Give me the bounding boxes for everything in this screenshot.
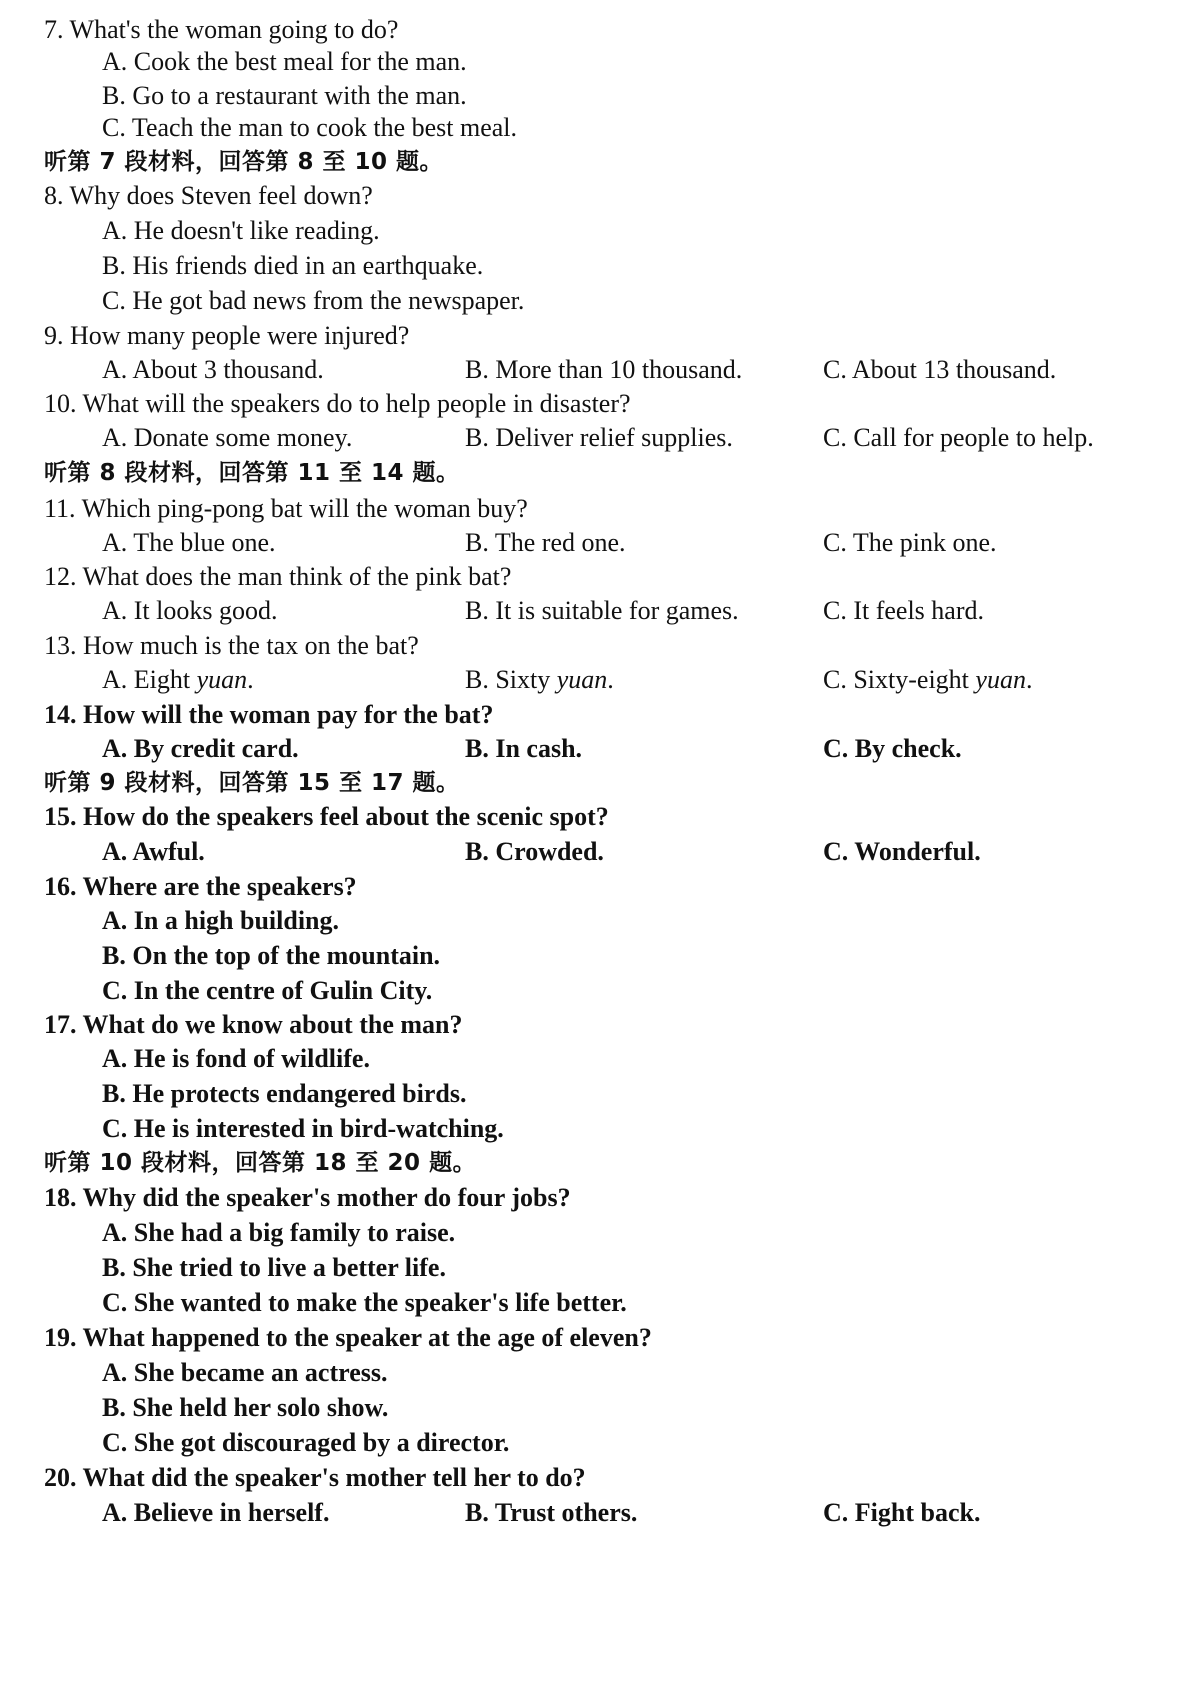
question-8-option-c: C. He got bad news from the newspaper. — [102, 286, 525, 315]
question-13-option-b — [465, 662, 614, 698]
question-8-option-a: A. He doesn't like reading. — [102, 216, 380, 245]
question-9-options — [0, 352, 1200, 388]
question-14-options — [0, 731, 1200, 767]
question-12-option-c: C. It feels hard. — [823, 596, 985, 625]
question-10-option-a: A. Donate some money. — [102, 423, 353, 452]
question-12-option-a: A. It looks good. — [102, 596, 278, 625]
section-heading-10: 听第 10 段材料，回答第 18 至 20 题。 — [44, 1150, 477, 1176]
question-10-options — [0, 420, 1200, 456]
question-13-option-c-amount: C. Sixty-eight — [823, 665, 969, 694]
question-20-options — [0, 1495, 1200, 1531]
question-20-option-a: A. Believe in herself. — [102, 1498, 330, 1527]
question-13-option-a-unit: yuan — [196, 665, 248, 694]
question-18: 18. Why did the speaker's mother do four jobs? — [44, 1183, 571, 1212]
question-17-option-a: A. He is fond of wildlife. — [102, 1044, 370, 1073]
question-7-option-c: C. Teach the man to cook the best meal. — [102, 113, 518, 142]
question-15-options — [0, 834, 1200, 870]
question-12-option-b: B. It is suitable for games. — [465, 596, 739, 625]
question-11: 11. Which ping-pong bat will the woman buy? — [44, 494, 528, 523]
question-20-option-c: C. Fight back. — [823, 1498, 981, 1527]
question-20: 20. What did the speaker's mother tell her to do? — [44, 1463, 586, 1492]
question-13-options — [0, 662, 1200, 698]
question-7-option-a: A. Cook the best meal for the man. — [102, 47, 467, 76]
question-18-option-b: B. She tried to live a better life. — [102, 1253, 446, 1282]
question-12: 12. What does the man think of the pink bat? — [44, 562, 512, 591]
question-7: 7. What's the woman going to do? — [44, 15, 399, 44]
question-7-option-b: B. Go to a restaurant with the man. — [102, 81, 467, 110]
question-14-option-a: A. By credit card. — [102, 734, 299, 763]
question-15: 15. How do the speakers feel about the scenic spot? — [44, 802, 609, 831]
question-20-option-b: B. Trust others. — [465, 1498, 638, 1527]
question-16: 16. Where are the speakers? — [44, 872, 357, 901]
question-14-option-c: C. By check. — [823, 734, 962, 763]
question-13-option-c — [823, 662, 1032, 698]
question-15-option-b: B. Crowded. — [465, 837, 604, 866]
question-11-option-c: C. The pink one. — [823, 528, 997, 557]
question-12-options — [0, 593, 1200, 629]
question-17: 17. What do we know about the man? — [44, 1010, 463, 1039]
question-13: 13. How much is the tax on the bat? — [44, 631, 419, 660]
question-13-option-c-period: . — [1025, 665, 1033, 694]
section-heading-9: 听第 9 段材料，回答第 15 至 17 题。 — [44, 770, 460, 796]
question-8-option-b: B. His friends died in an earthquake. — [102, 251, 484, 280]
question-13-option-b-period: . — [607, 665, 614, 694]
question-15-option-c: C. Wonderful. — [823, 837, 981, 866]
question-18-option-a: A. She had a big family to raise. — [102, 1218, 456, 1247]
question-9: 9. How many people were injured? — [44, 321, 410, 350]
question-16-option-c: C. In the centre of Gulin City. — [102, 976, 433, 1005]
section-heading-8: 听第 8 段材料，回答第 11 至 14 题。 — [44, 460, 460, 486]
question-13-option-a-amount: A. Eight — [102, 665, 191, 694]
question-8: 8. Why does Steven feel down? — [44, 181, 373, 210]
question-14: 14. How will the woman pay for the bat? — [44, 700, 494, 729]
question-11-options — [0, 525, 1200, 561]
section-heading-7: 听第 7 段材料，回答第 8 至 10 题。 — [44, 149, 444, 175]
question-19-option-a: A. She became an actress. — [102, 1358, 388, 1387]
question-13-option-c-unit: yuan — [975, 665, 1026, 694]
question-11-option-a: A. The blue one. — [102, 528, 276, 557]
question-16-option-a: A. In a high building. — [102, 906, 340, 935]
question-19-option-b: B. She held her solo show. — [102, 1393, 389, 1422]
question-18-option-c: C. She wanted to make the speaker's life better. — [102, 1288, 627, 1317]
question-13-option-a — [102, 662, 254, 698]
question-16-option-b: B. On the top of the mountain. — [102, 941, 441, 970]
question-11-option-b: B. The red one. — [465, 528, 626, 557]
question-10-option-b: B. Deliver relief supplies. — [465, 423, 733, 452]
question-13-option-a-period: . — [247, 665, 254, 694]
question-17-option-b: B. He protects endangered birds. — [102, 1079, 467, 1108]
question-9-option-c: C. About 13 thousand. — [823, 355, 1057, 384]
question-13-option-b-unit: yuan — [556, 665, 608, 694]
question-9-option-a: A. About 3 thousand. — [102, 355, 324, 384]
question-17-option-c: C. He is interested in bird-watching. — [102, 1114, 504, 1143]
question-19-option-c: C. She got discouraged by a director. — [102, 1428, 510, 1457]
question-10: 10. What will the speakers do to help people in disaster? — [44, 389, 631, 418]
question-13-option-b-amount: B. Sixty — [465, 665, 551, 694]
question-15-option-a: A. Awful. — [102, 837, 205, 866]
question-10-option-c: C. Call for people to help. — [823, 423, 1094, 452]
question-14-option-b: B. In cash. — [465, 734, 583, 763]
question-9-option-b: B. More than 10 thousand. — [465, 355, 743, 384]
question-19: 19. What happened to the speaker at the age of eleven? — [44, 1323, 652, 1352]
